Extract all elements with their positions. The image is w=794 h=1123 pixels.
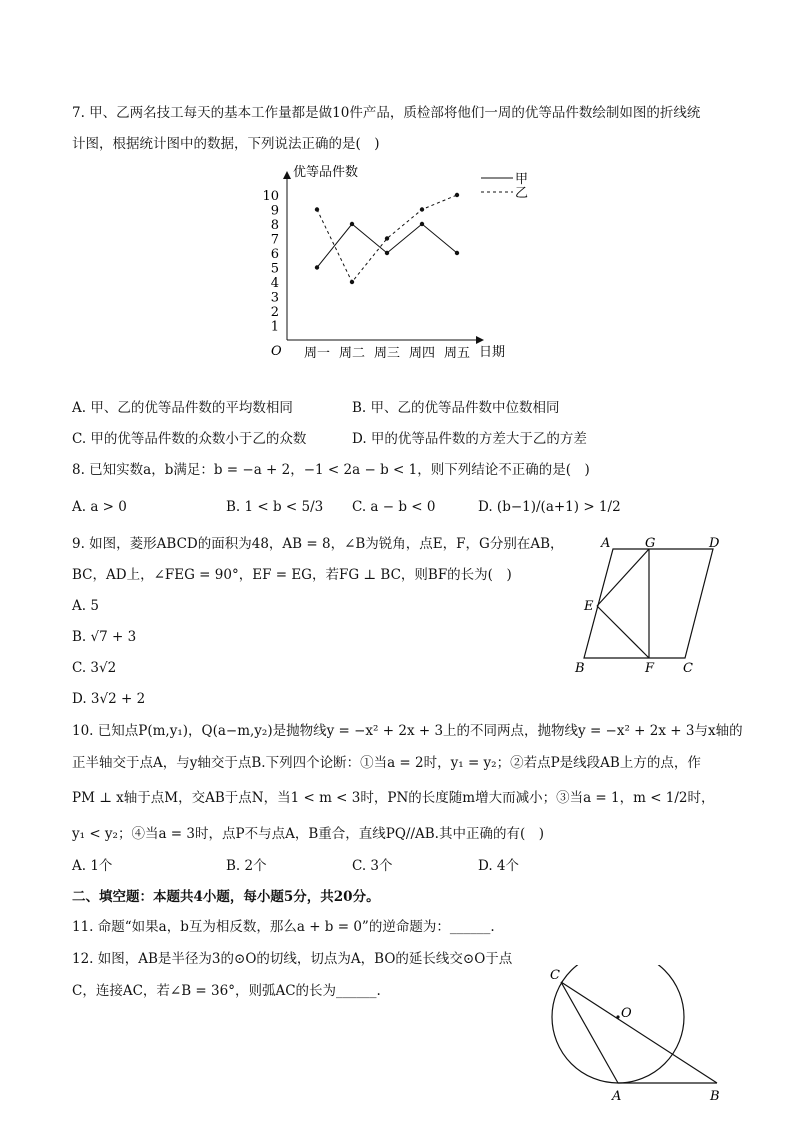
q9-option-a[interactable]: A. 5 <box>72 598 99 614</box>
q7-option-b[interactable]: B. 甲、乙的优等品件数中位数相同 <box>352 400 560 416</box>
y-tick-label: 6 <box>270 247 279 262</box>
series-line-jia <box>317 224 457 268</box>
q10-stem-line1: 10. 已知点P(m,y₁)，Q(a−m,y₂)是抛物线y = −x² + 2x + 3上的不同两点，抛物线y = −x² + 2x + 3与x轴的 <box>72 723 743 739</box>
x-tick-label: 周二 <box>338 346 366 361</box>
label-f: F <box>645 661 655 676</box>
label-b: B <box>710 1089 720 1104</box>
circle-o <box>552 965 684 1083</box>
legend-jia-label: 甲 <box>515 172 529 187</box>
y-tick-label: 9 <box>270 203 279 219</box>
label-a: A <box>612 1089 622 1104</box>
y-tick-label: 1 <box>270 319 279 335</box>
y-tick-label: 3 <box>270 290 279 306</box>
q7-option-a[interactable]: A. 甲、乙的优等品件数的平均数相同 <box>72 400 293 416</box>
q9-option-c[interactable]: C. 3√2 <box>72 660 117 676</box>
data-point <box>350 222 354 226</box>
q7-line-chart <box>255 160 555 370</box>
x-tick-label: 周四 <box>408 346 436 361</box>
q8-option-d[interactable]: D. (b−1)/(a+1) > 1/2 <box>478 499 621 515</box>
x-axis-label: 日期 <box>479 345 506 360</box>
data-point <box>420 222 424 226</box>
q9-stem-line2: BC，AD上，∠FEG = 90°，EF = EG，若FG ⊥ BC，则BF的长为( ) <box>72 567 512 583</box>
data-point <box>315 265 319 269</box>
q7-option-d[interactable]: D. 甲的优等品件数的方差大于乙的方差 <box>352 431 587 447</box>
y-tick-label: 2 <box>270 305 279 320</box>
q9-stem-line1: 9. 如图，菱形ABCD的面积为48，AB = 8，∠B为锐角，点E，F，G分别在AB， <box>72 536 564 552</box>
data-point <box>315 207 319 211</box>
data-point <box>385 251 389 255</box>
label-g: G <box>645 536 656 551</box>
label-e: E <box>584 599 594 614</box>
label-a: A <box>601 536 611 551</box>
q9-option-b[interactable]: B. √7 + 3 <box>72 629 137 645</box>
q10-stem-line2: 正半轴交于点A，与y轴交于点B.下列四个论断：①当a = 2时，y₁ = y₂；②若点P是线段AB上方的点，作 <box>72 755 701 771</box>
data-point <box>385 236 389 240</box>
q7-option-c[interactable]: C. 甲的优等品件数的众数小于乙的众数 <box>72 431 307 447</box>
q8-option-c[interactable]: C. a − b < 0 <box>352 499 436 515</box>
y-tick-label: 4 <box>270 276 279 291</box>
center-point <box>616 1015 619 1018</box>
q8-option-a[interactable]: A. a > 0 <box>72 499 127 515</box>
x-tick-label: 周三 <box>373 346 401 361</box>
q12-stem-line1: 12. 如图，AB是半径为3的⊙O的切线，切点为A，BO的延长线交⊙O于点 <box>72 951 513 967</box>
origin-label: O <box>271 344 282 359</box>
label-o: O <box>621 1006 632 1021</box>
label-d: D <box>709 536 720 551</box>
y-tick-label: 7 <box>270 232 279 248</box>
q12-circle-figure <box>540 965 740 1110</box>
q10-stem-line3: PM ⊥ x轴于点M，交AB于点N，当1 < m < 3时，PN的长度随m增大而减小；③当a = 1，m < 1/2时， <box>72 790 715 806</box>
q7-stem-line1: 7. 甲、乙两名技工每天的基本工作量都是做10件产品，质检部将他们一周的优等品件数绘制如图的折线统 <box>72 105 701 121</box>
label-c: C <box>683 661 693 676</box>
segment-ef <box>597 606 649 658</box>
data-point <box>350 280 354 284</box>
y-axis-label: 优等品件数 <box>293 165 359 180</box>
label-b: B <box>575 661 585 676</box>
x-tick-label: 周五 <box>443 346 471 361</box>
q8-option-b[interactable]: B. 1 < b < 5/3 <box>226 499 324 515</box>
segment-cb <box>561 982 717 1083</box>
data-point <box>420 207 424 211</box>
label-c: C <box>550 968 560 983</box>
q10-stem-line4: y₁ < y₂；④当a = 3时，点P不与点A，B重合，直线PQ//AB.其中正确的有( ) <box>72 826 544 842</box>
q12-stem-line2: C，连接AC，若∠B = 36°，则弧AC的长为______. <box>72 983 381 999</box>
x-tick-label: 周一 <box>303 346 331 361</box>
y-tick-label: 5 <box>270 261 279 277</box>
data-point <box>455 251 459 255</box>
q10-option-a[interactable]: A. 1个 <box>72 858 113 874</box>
segment-ca <box>561 982 618 1083</box>
data-point <box>455 193 459 197</box>
legend-yi-label: 乙 <box>515 186 529 201</box>
y-tick-label: 8 <box>270 218 279 233</box>
section-2-title: 二、填空题：本题共4小题，每小题5分，共20分。 <box>72 889 380 905</box>
y-tick-label: 10 <box>262 189 279 204</box>
q7-stem-line2: 计图，根据统计图中的数据，下列说法正确的是( ) <box>72 136 380 152</box>
q11-stem: 11. 命题“如果a，b互为相反数，那么a + b = 0”的逆命题为：______. <box>72 919 495 935</box>
q10-option-b[interactable]: B. 2个 <box>226 858 267 874</box>
q10-option-c[interactable]: C. 3个 <box>352 858 393 874</box>
q9-rhombus-figure <box>570 530 730 680</box>
q8-stem: 8. 已知实数a，b满足：b = −a + 2，−1 < 2a − b < 1，则下列结论不正确的是( ) <box>72 462 590 478</box>
q9-option-d[interactable]: D. 3√2 + 2 <box>72 691 146 707</box>
q10-option-d[interactable]: D. 4个 <box>478 858 520 874</box>
